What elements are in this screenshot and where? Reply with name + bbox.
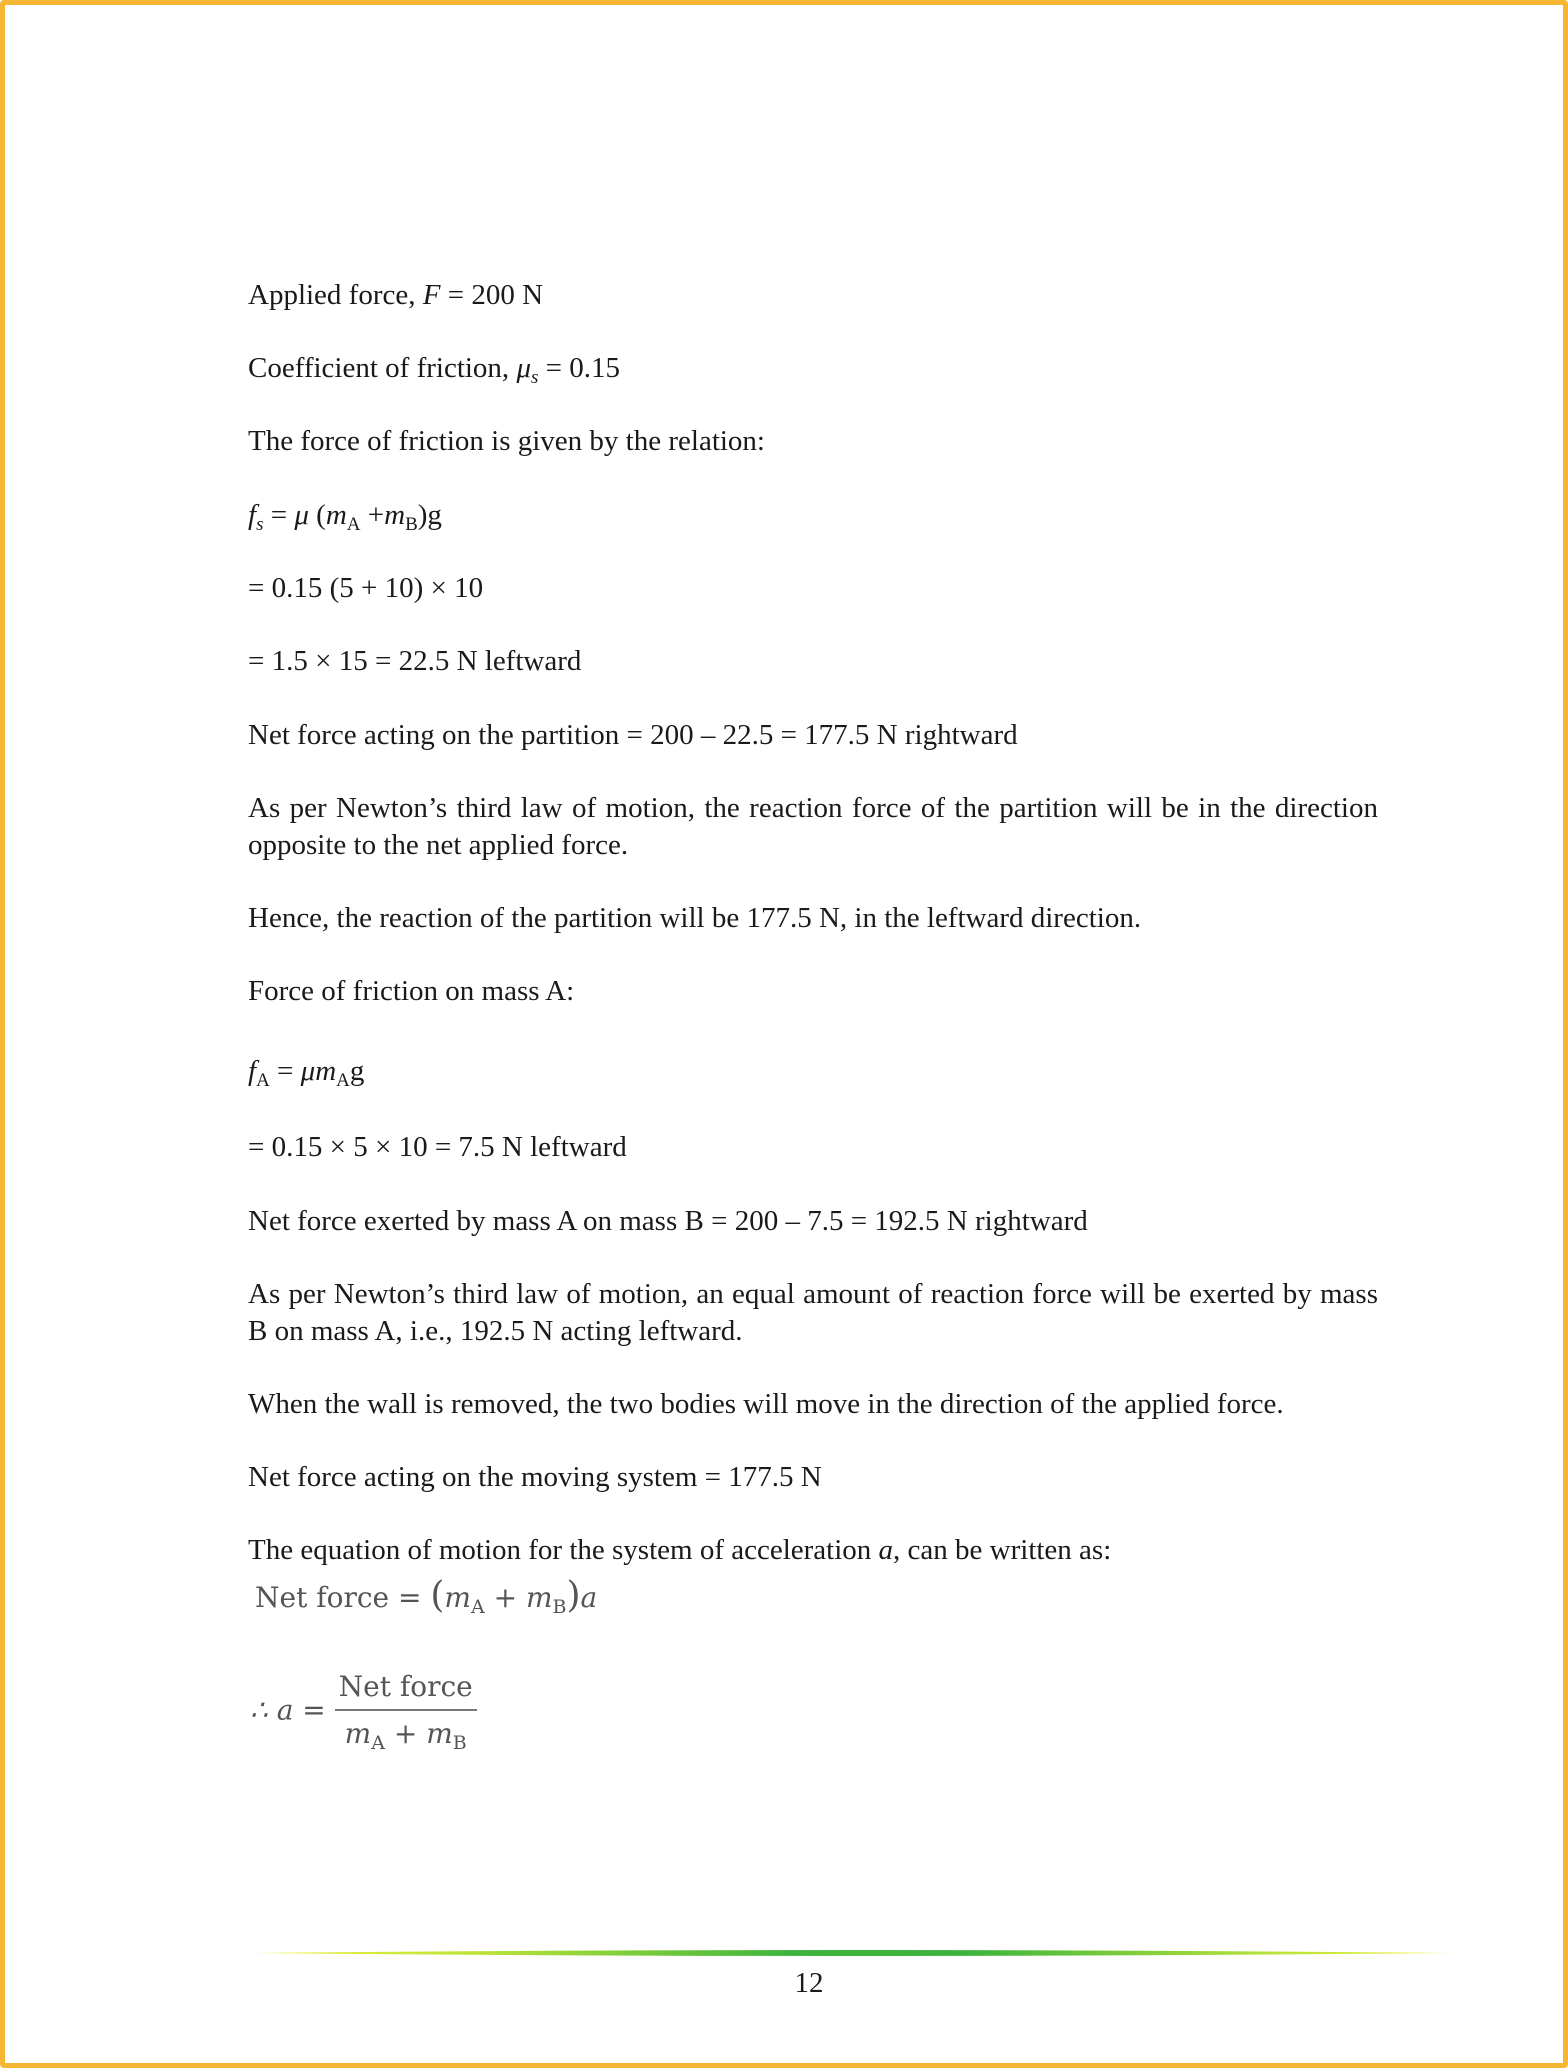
- net-force-equation: Net force = $(m_A + m_B)a$: [255, 1575, 598, 1618]
- wall-removed-line: When the wall is removed, the two bodies will move in the direction of the applied force.: [248, 1388, 1284, 1420]
- calc-line-2: = 1.5 × 15 = 22.5 N leftward: [248, 645, 582, 677]
- net-a-on-b-line: Net force exerted by mass A on mass B = 200 – 7.5 = 192.5 N rightward: [248, 1205, 1088, 1237]
- friction-relation-line: The force of friction is given by the relation:: [248, 425, 765, 457]
- fs-equation: $f_s = \mu$ $(m_A +m_B)g$: [248, 499, 442, 535]
- calc-line-1: = 0.15 (5 + 10) × 10: [248, 572, 484, 604]
- calc-line-3: = 0.15 × 5 × 10 = 7.5 N leftward: [248, 1131, 627, 1163]
- page-number: 12: [794, 1967, 824, 1999]
- coefficient-line: Coefficient of friction, $\mu_s = 0.15$: [248, 352, 621, 388]
- newton-b-paragraph: As per Newton’s third law of motion, an equal amount of reaction force will be exerted by mass B on mass A, i.e., 192.5 N acting leftward.: [248, 1278, 1378, 1347]
- net-partition-line: Net force acting on the partition = 200 – 22.5 = 177.5 N rightward: [248, 719, 1018, 751]
- acceleration-fraction: $\frac{\text{Net force}}{m_A + m_B}$: [335, 1670, 477, 1750]
- hence-partition-line: Hence, the reaction of the partition will be 177.5 N, in the leftward direction.: [248, 902, 1142, 934]
- newton-partition-paragraph: As per Newton’s third law of motion, the reaction force of the partition will be in the direction opposite to the net applied force.: [248, 792, 1378, 861]
- equation-motion-line: The equation of motion for the system of acceleration a, can be written as:: [248, 1534, 1112, 1566]
- net-moving-line: Net force acting on the moving system = 177.5 N: [248, 1461, 822, 1493]
- acceleration-equation: ∴ a = $\frac{\text{Net force}}{m_A + m_B}$: [250, 1670, 477, 1750]
- applied-force-line: Applied force, F = 200 N: [248, 279, 544, 311]
- friction-a-label: Force of friction on mass A:: [248, 975, 575, 1007]
- footer-divider: [250, 1949, 1450, 1957]
- fa-equation: $f_A = \mu m_Ag$: [248, 1055, 365, 1091]
